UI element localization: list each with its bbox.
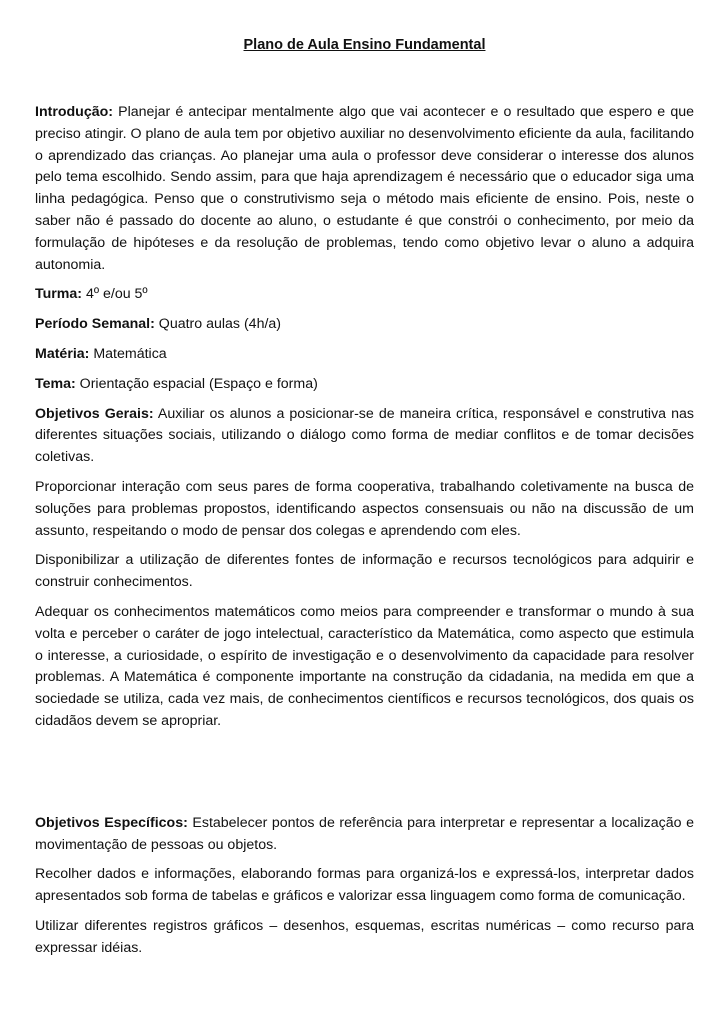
objetivos-gerais-text: Auxiliar os alunos a posicionar-se de maneira crítica, responsável e construtiva nas diferentes situações sociais, utilizando o diálogo como forma de mediar conflitos e de tomar decisões coletivas. — [35, 405, 695, 466]
objetivos-gerais-paragraph-3: Disponibilizar a utilização de diferentes fontes de informação e recursos tecnológicos para adquirir e construir conhecimentos. — [35, 552, 694, 591]
periodo-value: Quatro aulas (4h/a) — [154, 316, 282, 333]
objetivos-gerais-paragraph-2: Proporcionar interação com seus pares de forma cooperativa, trabalhando coletivamente na busca de soluções para problemas propostos, identificando aspectos consensuais ou não na discussão de um assunto, respeitando o modo de pensar dos colegas e aprendendo com eles. — [35, 478, 694, 539]
materia-line — [35, 344, 694, 366]
turma-label: Turma: — [35, 286, 83, 303]
page-title: Plano de Aula Ensino Fundamental — [243, 37, 486, 53]
objetivos-gerais-paragraph — [35, 404, 694, 469]
objetivos-especificos-paragraph-3: Utilizar diferentes registros gráficos – desenhos, esquemas, escritas numéricas – como recurso para expressar idéias. — [35, 917, 694, 956]
objetivos-especificos-label: Objetivos Específicos: — [35, 814, 188, 831]
tema-value: Orientação espacial (Espaço e forma) — [75, 375, 318, 392]
section-spacer — [35, 741, 694, 813]
introducao-paragraph — [35, 102, 694, 276]
objetivos-especificos-text: Estabelecer pontos de referência para interpretar e representar a localização e movimentação de pessoas ou objetos. — [35, 814, 695, 853]
objetivos-especificos-paragraph — [35, 813, 694, 857]
tema-line — [35, 374, 694, 396]
materia-label: Matéria: — [35, 345, 90, 362]
introducao-label: Introdução: — [35, 104, 114, 120]
periodo-line — [35, 314, 694, 336]
tema-label: Tema: — [35, 375, 76, 392]
objetivos-especificos-paragraph-2: Recolher dados e informações, elaborando formas para organizá-los e expressá-los, interpretar dados apresentados sob forma de tabelas e gráficos e valorizar essa linguagem como forma de comunicação. — [35, 866, 694, 905]
turma-value: 4º e/ou 5º — [82, 286, 148, 303]
periodo-label: Período Semanal: — [35, 316, 155, 333]
materia-value: Matemática — [89, 345, 167, 362]
objetivos-gerais-label: Objetivos Gerais: — [35, 405, 154, 422]
turma-line — [35, 284, 694, 306]
objetivos-gerais-paragraph-4: Adequar os conhecimentos matemáticos como meios para compreender e transformar o mundo à sua volta e perceber o caráter de jogo intelectual, característico da Matemática, como aspecto que estimula o interesse, a curiosidade, o espírito de investigação e o desenvolvimento da capacidade para resolver problemas. A Matemática é componente importante na construção da cidadania, na medida em que a sociedade se utiliza, cada vez mais, de conhecimentos científicos e recursos tecnológicos, dos quais os cidadãos devem se apropriar. — [35, 603, 694, 729]
introducao-text: Planejar é antecipar mentalmente algo que vai acontecer e o resultado que espero e que preciso atingir. O plano de aula tem por objetivo auxiliar no desenvolvimento eficiente da aula, facilitando o aprendizado das crianças. Ao planejar uma aula o professor deve considerar o interesse dos alunos pelo tema escolhido. Sendo assim, para que haja aprendizagem é necessário que o educador siga uma linha pedagógica. Penso que o construtivismo seja o método mais eficiente de ensino. Pois, neste o saber não é passado do docente ao aluno, o estudante é que constrói o conhecimento, por meio da formulação de hipóteses e da resolução de problemas, tendo como objetivo levar o aluno a adquira autonomia. — [35, 104, 694, 273]
